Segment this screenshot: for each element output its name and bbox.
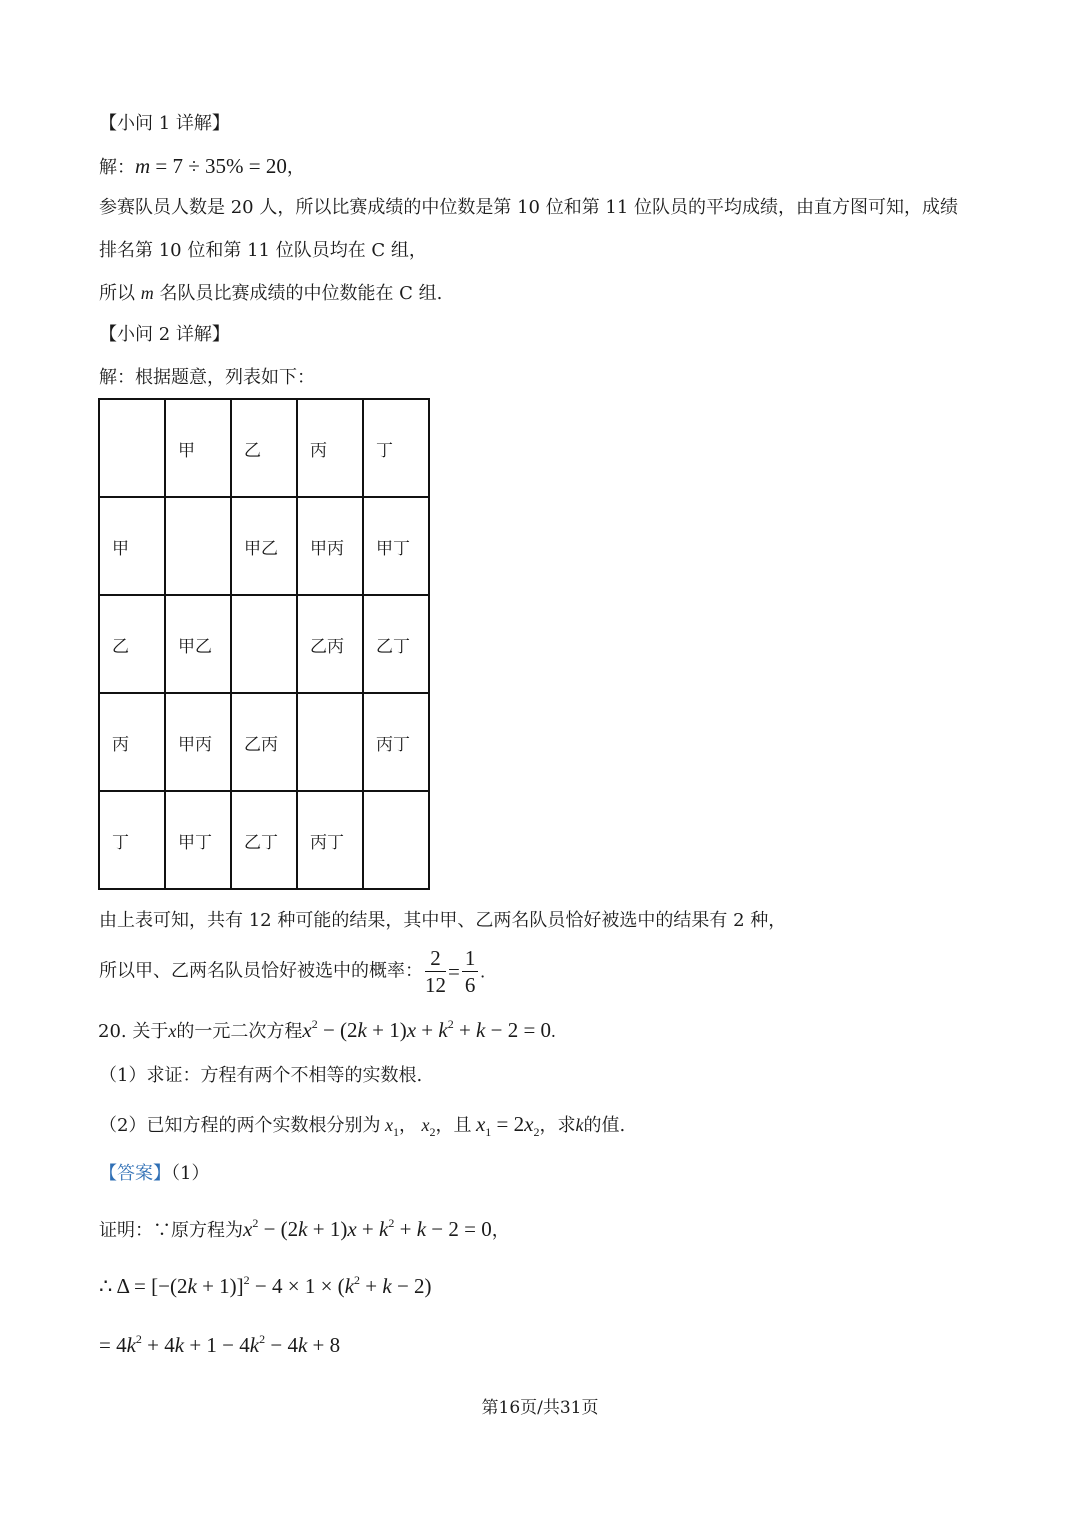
table-cell — [231, 595, 297, 693]
table-cell: 乙丙 — [231, 693, 297, 791]
table-cell: 甲乙 — [165, 595, 231, 693]
table-row — [99, 693, 429, 791]
proof-line2: ∴ $\Delta = [-(2k + 1)]^2 - 4 \times 1 \times (k^2 + k - 2)$ — [99, 1273, 432, 1298]
problem-20-stem: 20. 关于x的一元二次方程$x^2 - (2k + 1)x + k^2 + k - 2 = 0$. — [98, 1017, 556, 1042]
table-cell: 丙丁 — [297, 791, 363, 889]
q2-heading: 【小问 2 详解】 — [99, 324, 230, 345]
table-cell: 乙丙 — [297, 595, 363, 693]
table-cell: 丙 — [297, 399, 363, 497]
pairing-table — [98, 398, 430, 890]
q1-solution-line: 解：m = 7 ÷ 35% = 20， — [99, 154, 305, 178]
table-row — [99, 791, 429, 889]
table-cell: 甲 — [165, 399, 231, 497]
table-cell — [297, 693, 363, 791]
table-cell: 甲乙 — [231, 497, 297, 595]
proof-line1: 证明：∵原方程为$x^2 - (2k + 1)x + k^2 + k - 2 = 0$， — [99, 1216, 510, 1241]
q1-paragraph-line1: 参赛队员人数是 20 人，所以比赛成绩的中位数是第 10 位和第 11 位队员的平均成绩，由直方图可知，成绩 — [99, 197, 959, 218]
fraction: $\frac{1}{6}$ — [462, 945, 479, 998]
table-cell: 甲丁 — [165, 791, 231, 889]
q1-paragraph-line2: 排名第 10 位和第 11 位队员均在 C 组， — [99, 240, 427, 261]
table-cell: 甲 — [99, 497, 165, 595]
table-cell — [363, 791, 429, 889]
problem-20-part2: （2）已知方程的两个实数根分别为 $x_1$， $x_2$，且 $x_1 = 2x_2$，求k的值. — [99, 1112, 626, 1139]
table-cell: 乙丁 — [231, 791, 297, 889]
q2-probability: 所以甲、乙两名队员恰好被选中的概率： $\frac{2}{12}$ = $\frac{1}{6}$ . — [99, 946, 485, 997]
answer-header: 【答案】（1） — [99, 1163, 210, 1184]
table-cell — [99, 399, 165, 497]
table-cell: 乙 — [99, 595, 165, 693]
page-footer: 第16页/共31页 — [481, 1398, 599, 1418]
table-cell: 甲丁 — [363, 497, 429, 595]
table-cell: 乙丁 — [363, 595, 429, 693]
table-cell: 丁 — [363, 399, 429, 497]
proof-line3: = $4k^2 + 4k + 1 - 4k^2 - 4k + 8$ — [99, 1332, 341, 1357]
fraction: $\frac{2}{12}$ — [425, 946, 446, 997]
table-cell: 丙丁 — [363, 693, 429, 791]
table-cell: 甲丙 — [297, 497, 363, 595]
equation: $x^2 - (2k + 1)x + k^2 + k - 2 = 0$ — [302, 1017, 552, 1042]
table-cell: 乙 — [231, 399, 297, 497]
table-cell — [165, 497, 231, 595]
table-cell: 丁 — [99, 791, 165, 889]
q2-intro: 解：根据题意，列表如下： — [99, 367, 315, 388]
table-cell: 丙 — [99, 693, 165, 791]
problem-20-part1: （1）求证：方程有两个不相等的实数根. — [99, 1065, 423, 1086]
q2-summary: 由上表可知，共有 12 种可能的结果，其中甲、乙两名队员恰好被选中的结果有 2 种， — [99, 910, 787, 931]
table-row — [99, 399, 429, 497]
q1-conclusion: 所以 m 名队员比赛成绩的中位数能在 C 组. — [99, 283, 443, 304]
q1-heading: 【小问 1 详解】 — [99, 113, 230, 134]
answer-label: 【答案】 — [99, 1163, 171, 1184]
equation: $x^2 - (2k + 1)x + k^2 + k - 2 = 0$ — [243, 1216, 492, 1241]
table-row — [99, 497, 429, 595]
table-row — [99, 595, 429, 693]
table-cell: 甲丙 — [165, 693, 231, 791]
